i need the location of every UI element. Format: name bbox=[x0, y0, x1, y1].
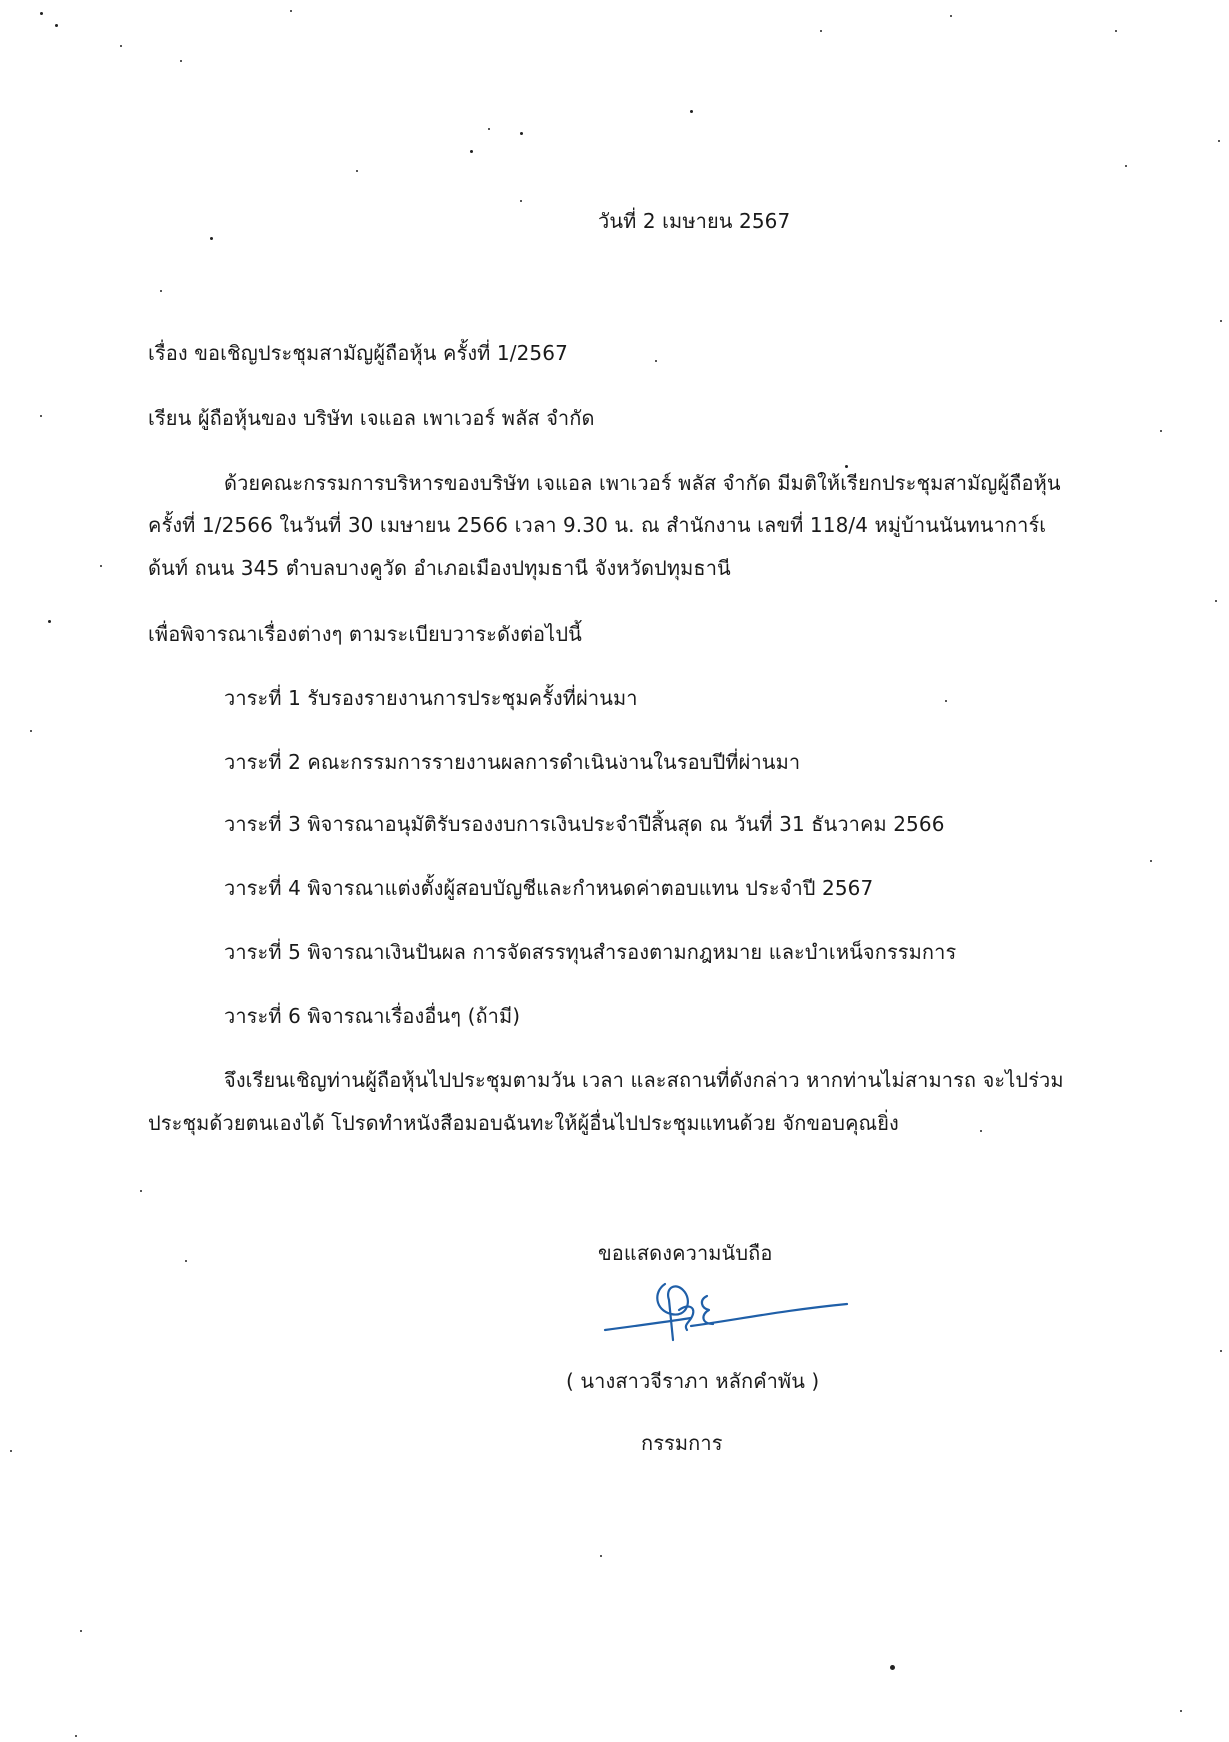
agenda-item-6: วาระที่ 6 พิจารณาเรื่องอื่นๆ (ถ้ามี) bbox=[224, 1004, 521, 1028]
paper-speck bbox=[30, 730, 32, 732]
closing-line-2: ประชุมด้วยตนเองได้ โปรดทำหนังสือมอบฉันทะให้ผู้อื่นไปประชุมแทนด้วย จักขอบคุณยิ่ง bbox=[148, 1111, 899, 1135]
paper-speck bbox=[40, 415, 42, 417]
agenda-item-4: วาระที่ 4 พิจารณาแต่งตั้งผู้สอบบัญชีและกำหนดค่าตอบแทน ประจำปี 2567 bbox=[224, 876, 874, 900]
paper-speck bbox=[488, 128, 490, 130]
paper-speck bbox=[40, 12, 43, 15]
paper-speck bbox=[520, 200, 522, 202]
paper-speck bbox=[55, 24, 58, 27]
paper-speck bbox=[1125, 165, 1127, 167]
letter-subject: เรื่อง ขอเชิญประชุมสามัญผู้ถือหุ้น ครั้งที่ 1/2567 bbox=[148, 341, 568, 365]
signer-title: กรรมการ bbox=[641, 1431, 723, 1455]
paper-speck bbox=[290, 10, 292, 12]
agenda-item-3: วาระที่ 3 พิจารณาอนุมัติรับรองงบการเงินประจำปีสิ้นสุด ณ วันที่ 31 ธันวาคม 2566 bbox=[224, 812, 945, 836]
agenda-item-1: วาระที่ 1 รับรองรายงานการประชุมครั้งที่ผ่านมา bbox=[224, 686, 638, 710]
paper-speck bbox=[140, 1190, 142, 1192]
paper-speck bbox=[950, 15, 952, 17]
paper-speck bbox=[356, 170, 358, 172]
paper-speck bbox=[520, 132, 523, 135]
paper-speck bbox=[160, 290, 162, 292]
handwritten-signature bbox=[595, 1270, 855, 1346]
paper-speck bbox=[10, 1450, 12, 1452]
body-line-1: ด้วยคณะกรรมการบริหารของบริษัท เจแอล เพาเวอร์ พลัส จำกัด มีมติให้เรียกประชุมสามัญผู้ถือหุ้น bbox=[224, 471, 1061, 495]
body-line-3: ด้นท์ ถนน 345 ตำบลบางคูวัด อำเภอเมืองปทุมธานี จังหวัดปทุมธานี bbox=[148, 556, 731, 580]
paper-speck bbox=[980, 1130, 982, 1132]
agenda-item-2: วาระที่ 2 คณะกรรมการรายงานผลการดำเนินงานในรอบปีที่ผ่านมา bbox=[224, 750, 801, 774]
paper-speck bbox=[1220, 320, 1222, 322]
paper-speck bbox=[1218, 140, 1220, 142]
paper-speck bbox=[1160, 430, 1162, 432]
signoff: ขอแสดงความนับถือ bbox=[598, 1241, 773, 1265]
paper-speck bbox=[210, 237, 213, 240]
paper-speck bbox=[690, 110, 693, 113]
paper-speck bbox=[120, 45, 122, 47]
letter-date: วันที่ 2 เมษายน 2567 bbox=[598, 209, 791, 233]
agenda-intro: เพื่อพิจารณาเรื่องต่างๆ ตามระเบียบวาระดังต่อไปนี้ bbox=[148, 622, 582, 646]
paper-speck bbox=[1215, 600, 1217, 602]
paper-speck bbox=[1115, 30, 1117, 32]
paper-speck bbox=[945, 700, 947, 702]
closing-line-1: จึงเรียนเชิญท่านผู้ถือหุ้นไปประชุมตามวัน เวลา และสถานที่ดังกล่าว หากท่านไม่สามารถ จะไปร่วม bbox=[224, 1068, 1064, 1092]
paper-speck bbox=[180, 60, 182, 62]
paper-speck bbox=[1180, 1710, 1182, 1712]
paper-speck bbox=[820, 30, 822, 32]
signer-name: ( นางสาวจีราภา หลักคำพัน ) bbox=[566, 1369, 820, 1393]
paper-speck bbox=[1150, 860, 1152, 862]
paper-speck bbox=[80, 1630, 82, 1632]
paper-speck bbox=[890, 1665, 895, 1670]
paper-speck bbox=[470, 150, 473, 153]
letter-recipient: เรียน ผู้ถือหุ้นของ บริษัท เจแอล เพาเวอร์ พลัส จำกัด bbox=[148, 406, 595, 430]
agenda-item-5: วาระที่ 5 พิจารณาเงินปันผล การจัดสรรทุนสำรองตามกฎหมาย และบำเหน็จกรรมการ bbox=[224, 940, 957, 964]
paper-speck bbox=[1220, 1350, 1222, 1352]
paper-speck bbox=[100, 565, 102, 567]
paper-speck bbox=[845, 465, 848, 468]
paper-speck bbox=[655, 360, 657, 362]
paper-speck bbox=[75, 1735, 77, 1737]
paper-speck bbox=[48, 620, 51, 623]
body-line-2: ครั้งที่ 1/2566 ในวันที่ 30 เมษายน 2566 เวลา 9.30 น. ณ สำนักงาน เลขที่ 118/4 หมู่บ้านนันทนาการ์เ bbox=[148, 513, 1047, 537]
paper-speck bbox=[185, 1260, 187, 1262]
paper-speck bbox=[600, 1555, 602, 1557]
